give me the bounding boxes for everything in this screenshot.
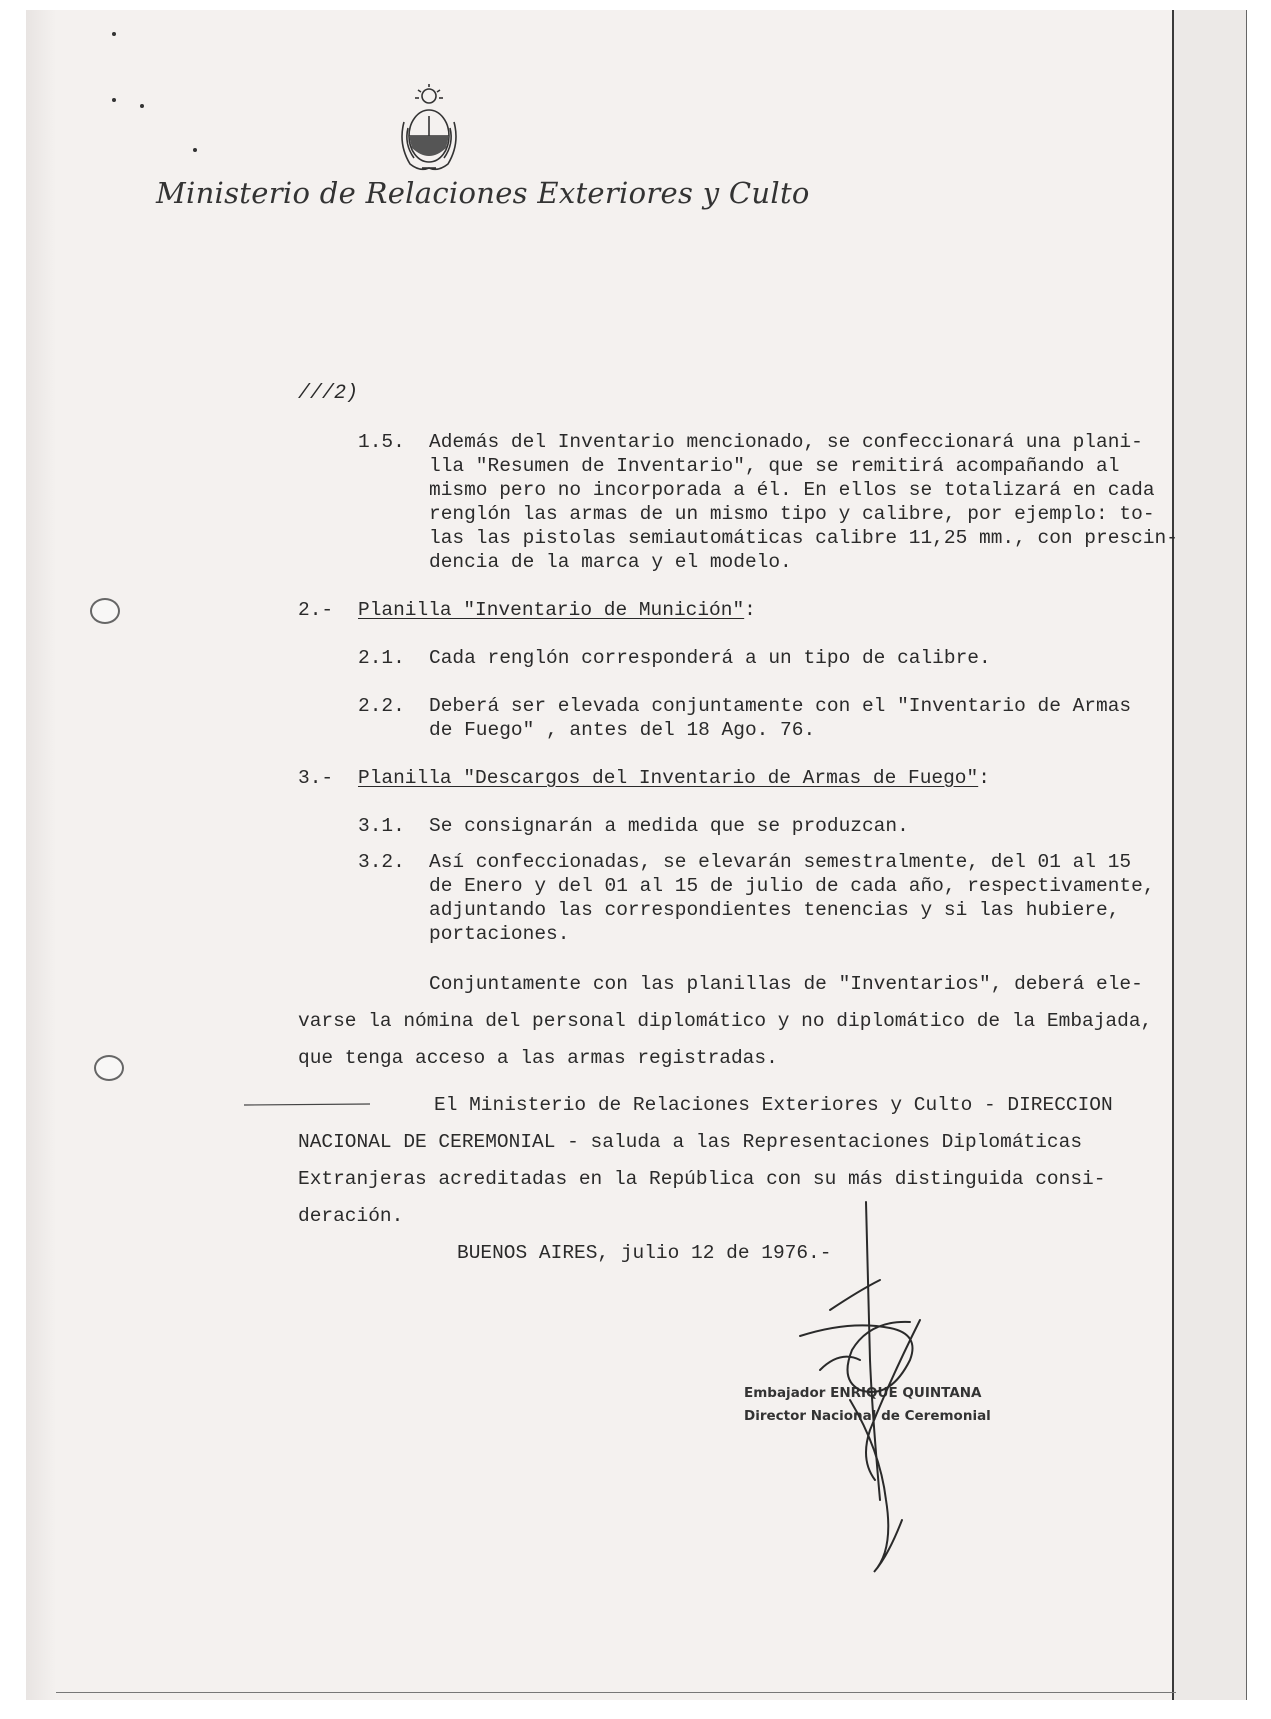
heading-colon: : (978, 767, 990, 789)
courtesy-paragraph-line: Extranjeras acreditadas en la República con su más distinguida consi- (298, 1168, 1106, 1190)
page-reference: ///2) (298, 382, 359, 405)
item-number-1-5: 1.5. (358, 431, 405, 453)
item-2-2-line: de Fuego" , antes del 18 Ago. 76. (429, 719, 816, 741)
margin-rule (1172, 10, 1174, 1700)
courtesy-paragraph-line: deración. (298, 1205, 404, 1227)
coat-of-arms-emblem (396, 82, 462, 174)
item-3-1-line: Se consignarán a medida que se produzcan. (429, 815, 909, 837)
handwritten-signature (790, 1200, 1010, 1580)
item-1-5-line: las las pistolas semiautomáticas calibre 11,25 mm., con prescin- (429, 527, 1178, 549)
bottom-rule (56, 1692, 1176, 1693)
item-2-1-line: Cada renglón corresponderá a un tipo de calibre. (429, 647, 991, 669)
courtesy-paragraph-line: El Ministerio de Relaciones Exteriores y Culto - DIRECCION (434, 1094, 1113, 1116)
item-1-5-line: mismo pero no incorporada a él. En ellos se totalizará en cada (429, 479, 1155, 501)
date-line: BUENOS AIRES, julio 12 de 1976.- (457, 1242, 832, 1264)
item-number-2-2: 2.2. (358, 695, 405, 717)
item-number-3-1: 3.1. (358, 815, 405, 837)
ministry-letterhead: Ministerio de Relaciones Exteriores y Culto (156, 176, 810, 210)
closing-paragraph-line: Conjuntamente con las planillas de "Inventarios", deberá ele- (429, 973, 1143, 995)
section-3-heading (358, 766, 990, 791)
closing-paragraph-line: varse la nómina del personal diplomático y no diplomático de la Embajada, (298, 1010, 1153, 1032)
section-3-heading-text: Planilla "Descargos del Inventario de Armas de Fuego" (358, 767, 979, 789)
item-1-5-line: Además del Inventario mencionado, se confeccionará una plani- (429, 431, 1143, 453)
item-3-2-line: portaciones. (429, 923, 570, 945)
signatory-title: Director Nacional de Ceremonial (744, 1408, 991, 1424)
paragraph-lead-line (244, 1100, 374, 1108)
signatory-name: Embajador ENRIQUE QUINTANA (744, 1385, 982, 1401)
item-number-3-2: 3.2. (358, 851, 405, 873)
page-edge-shadow (26, 10, 56, 1700)
section-2-heading-text: Planilla "Inventario de Munición" (358, 599, 745, 621)
closing-paragraph-line: que tenga acceso a las armas registradas. (298, 1047, 778, 1069)
item-1-5-line: renglón las armas de un mismo tipo y calibre, por ejemplo: to- (429, 503, 1155, 525)
item-3-2-line: adjuntando las correspondientes tenencias y si las hubiere, (429, 899, 1120, 921)
margin-band (1174, 10, 1246, 1700)
section-number-2: 2.- (298, 599, 334, 621)
item-3-2-line: de Enero y del 01 al 15 de julio de cada año, respectivamente, (429, 875, 1155, 897)
section-2-heading (358, 598, 756, 623)
speck (193, 148, 197, 152)
speck (140, 104, 144, 108)
item-2-2-line: Deberá ser elevada conjuntamente con el "Inventario de Armas (429, 695, 1132, 717)
courtesy-paragraph-line: NACIONAL DE CEREMONIAL - saluda a las Representaciones Diplomáticas (298, 1131, 1083, 1153)
margin-rule-outer (1246, 10, 1247, 1700)
speck (112, 32, 116, 36)
speck (112, 98, 116, 102)
punch-hole-bottom (94, 1055, 124, 1081)
heading-colon: : (744, 599, 756, 621)
item-1-5-line: dencia de la marca y el modelo. (429, 551, 792, 573)
punch-hole-top (90, 598, 120, 624)
item-number-2-1: 2.1. (358, 647, 405, 669)
item-1-5-line: lla "Resumen de Inventario", que se remitirá acompañando al (429, 455, 1120, 477)
item-3-2-line: Así confeccionadas, se elevarán semestralmente, del 01 al 15 (429, 851, 1132, 873)
section-number-3: 3.- (298, 767, 334, 789)
